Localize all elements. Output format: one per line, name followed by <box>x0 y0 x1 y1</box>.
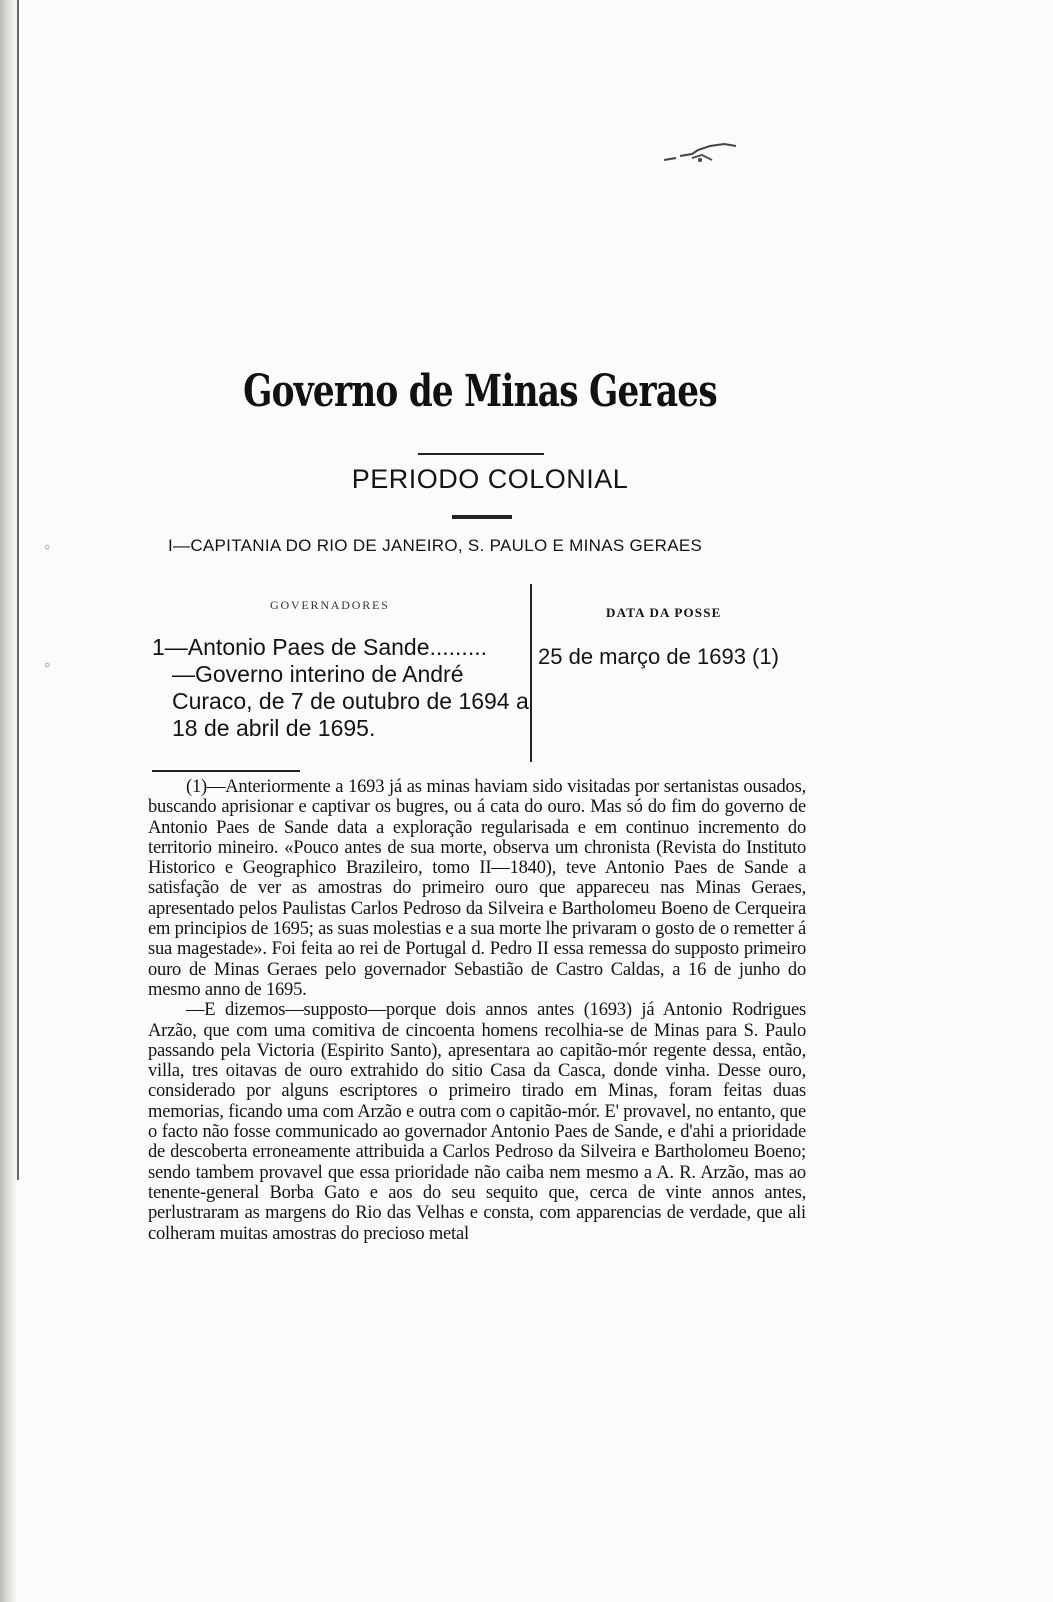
ink-smudge-mark <box>662 138 742 168</box>
title-divider <box>418 453 544 455</box>
page-binding-edge <box>0 0 18 1602</box>
footnote-paragraph: (1)—Anteriormente a 1693 já as minas haviam sido visitadas por sertanistas ousados, buscando aprisionar e captivar os bugres, ou á cata do ouro. Mas só do fim do governo de Antonio Paes de Sande data a exploração regularisada e em continuo incremento do territorio mineiro. «Pouco antes de sua morte, observa um chronista (Revista do Instituto Historico e Geographico Brazileiro, tomo II—1840), teve Antonio Paes de Sande a satisfação de ver as amostras do primeiro ouro que appareceu nas Minas Geraes, apresentado pelos Paulistas Carlos Pedroso da Silveira e Bartholomeu Boeno de Cerqueira em principios de 1695; as suas molestias e a sua morte lhe privaram o gosto de o remetter á sua magestade». Foi feita ao rei de Portugal d. Pedro II essa remessa do supposto primeiro ouro de Minas Geraes pelo governador Sebastião de Castro Caldas, a 16 de junho do mesmo anno de 1695. <box>148 777 806 1000</box>
page-edge-line <box>17 0 19 1180</box>
inauguration-date: 25 de março de 1693 (1) <box>538 644 779 669</box>
period-divider <box>452 515 512 519</box>
footnote <box>148 777 806 1244</box>
document-title: Governo de Minas Geraes <box>243 366 717 417</box>
date-column-header: DATA DA POSSE <box>606 605 722 620</box>
scan-speck: ○ <box>44 542 51 553</box>
captaincy-heading: I—CAPITANIA DO RIO DE JANEIRO, S. PAULO E MINAS GERAES <box>168 536 703 555</box>
governor-name: 1—Antonio Paes de Sande......... <box>152 634 487 660</box>
footnote-paragraph: —E dizemos—supposto—porque dois annos antes (1693) já Antonio Rodrigues Arzão, que com uma comitiva de cincoenta homens recolhia-se de Minas para S. Paulo passando pela Victoria (Espirito Santo), apresentara ao capitão-mór regente dessa, então, villa, tres oitavas de ouro extrahido do sitio Casa da Casca, donde vinha. Desse ouro, considerado por alguns escriptores o primeiro tirado em Minas, foram feitas duas memorias, ficando uma com Arzão e outra com o capitão-mór. E' provavel, no entanto, que o facto não fosse communicado ao governador Antonio Paes de Sande, e d'ahi a prioridade de descoberta erroneamente attribuida a Carlos Pedroso da Silveira e Bartholomeu Boeno; sendo tambem provavel que essa prioridade não caiba nem mesmo a A. R. Arzão, mas ao tenente-general Borba Gato e aos do seu sequito que, cerca de vinte annos antes, perlustraram as margens do Rio das Velhas e consta, com apparencias de verdade, que ali colheram muitas amostras do precioso metal <box>148 1000 806 1244</box>
governor-entry <box>152 634 532 742</box>
footnote-divider <box>152 770 300 772</box>
interim-government-note: —Governo interino de André Curaco, de 7 de outubro de 1694 a 18 de abril de 1695. <box>172 661 529 741</box>
period-heading: PERIODO COLONIAL <box>351 464 629 494</box>
governors-column-header: GOVERNADORES <box>270 598 390 612</box>
scan-speck: ○ <box>44 660 51 671</box>
